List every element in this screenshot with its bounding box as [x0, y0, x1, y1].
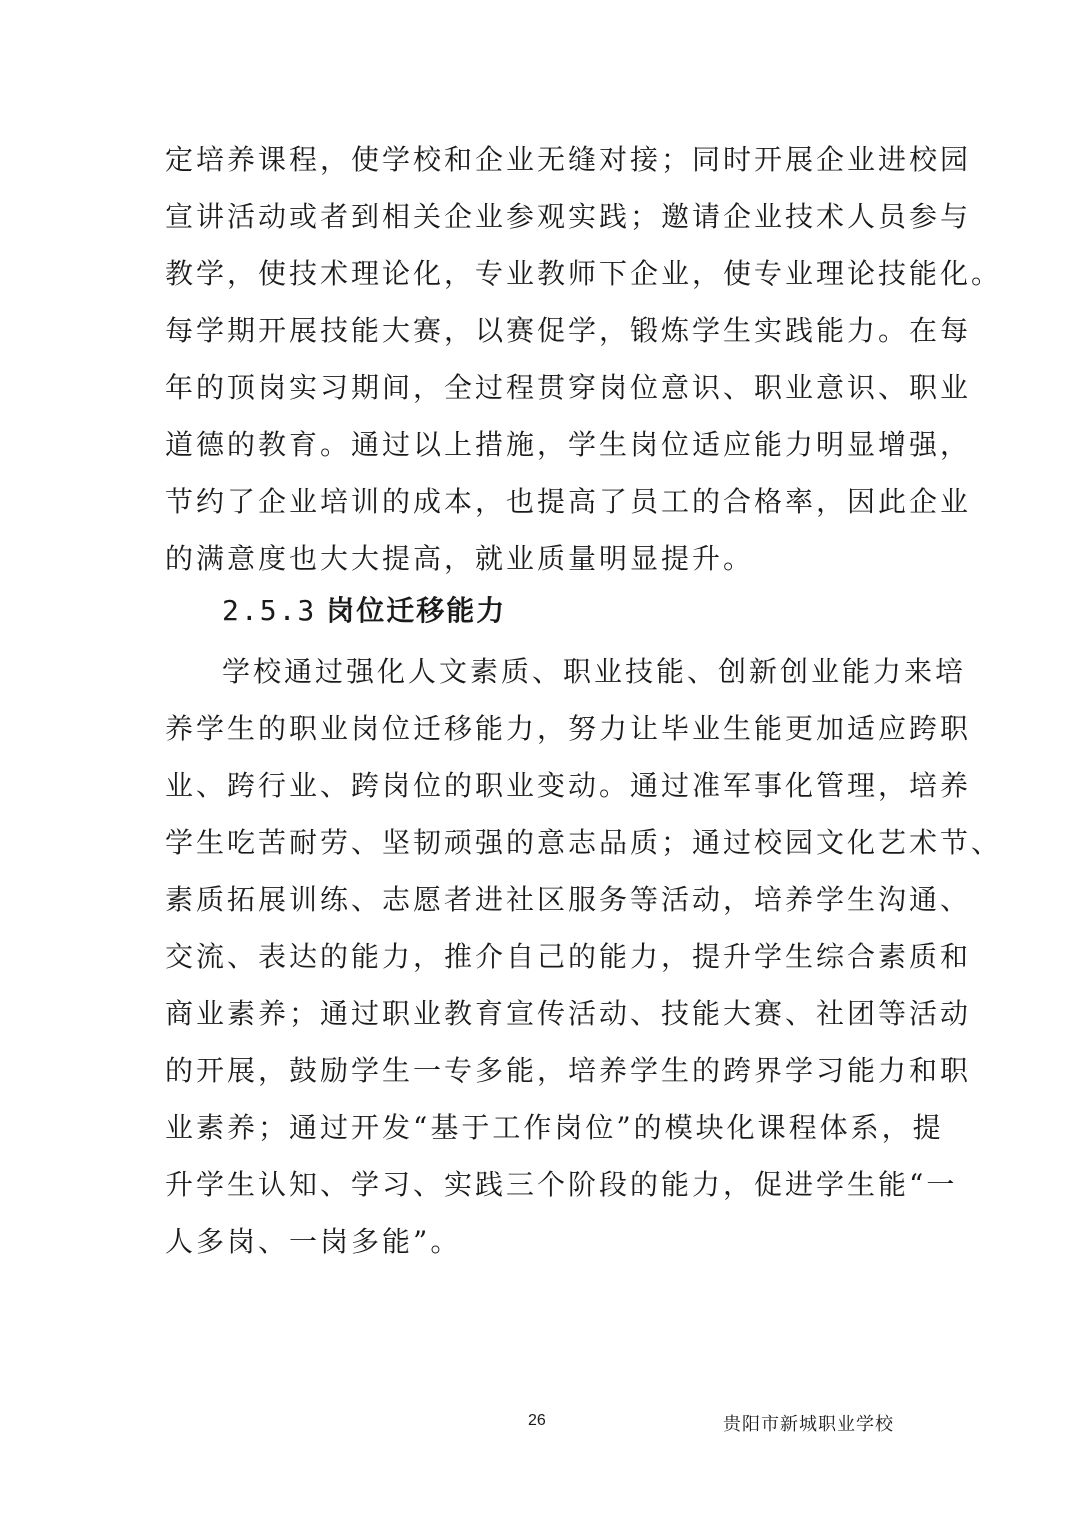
text-line: 业、跨行业、跨岗位的职业变动。通过准军事化管理，培养 — [165, 769, 972, 802]
text-line: 养学生的职业岗位迁移能力，努力让毕业生能更加适应跨职 — [165, 712, 972, 745]
text-line: 学生吃苦耐劳、坚韧顽强的意志品质；通过校园文化艺术节、 — [165, 826, 1003, 859]
paragraph-job-transfer-ability — [165, 643, 1003, 1270]
text-line: 素质拓展训练、志愿者进社区服务等活动，培养学生沟通、 — [165, 883, 972, 916]
text-line: 道德的教育。通过以上措施，学生岗位适应能力明显增强， — [165, 428, 972, 461]
footer-school-name: 贵阳市新城职业学校 — [723, 1414, 894, 1435]
text-line: 学校通过强化人文素质、职业技能、创新创业能力来培 — [222, 655, 967, 688]
text-line: 升学生认知、学习、实践三个阶段的能力，促进学生能“一 — [165, 1168, 958, 1201]
page-number: 26 — [528, 1412, 546, 1429]
text-line: 人多岗、一岗多能”。 — [165, 1225, 462, 1258]
text-line: 宣讲活动或者到相关企业参观实践；邀请企业技术人员参与 — [165, 200, 972, 233]
text-line: 每学期开展技能大赛，以赛促学，锻炼学生实践能力。在每 — [165, 314, 972, 347]
section-heading — [222, 582, 506, 639]
section-number: 2.5.3 — [222, 594, 317, 627]
text-line: 商业素养；通过职业教育宣传活动、技能大赛、社团等活动 — [165, 997, 972, 1030]
text-line: 的满意度也大大提高，就业质量明显提升。 — [165, 542, 755, 575]
section-title: 岗位迁移能力 — [326, 594, 507, 627]
paragraph-employment-quality — [165, 131, 1003, 587]
text-line: 教学，使技术理论化，专业教师下企业，使专业理论技能化。 — [165, 257, 1003, 290]
text-line: 业素养；通过开发“基于工作岗位”的模块化课程体系，提 — [165, 1111, 944, 1144]
text-line: 定培养课程，使学校和企业无缝对接；同时开展企业进校园 — [165, 143, 972, 176]
text-line: 年的顶岗实习期间，全过程贯穿岗位意识、职业意识、职业 — [165, 371, 972, 404]
text-line: 交流、表达的能力，推介自己的能力，提升学生综合素质和 — [165, 940, 972, 973]
text-line: 的开展，鼓励学生一专多能，培养学生的跨界学习能力和职 — [165, 1054, 972, 1087]
text-line: 节约了企业培训的成本，也提高了员工的合格率，因此企业 — [165, 485, 972, 518]
